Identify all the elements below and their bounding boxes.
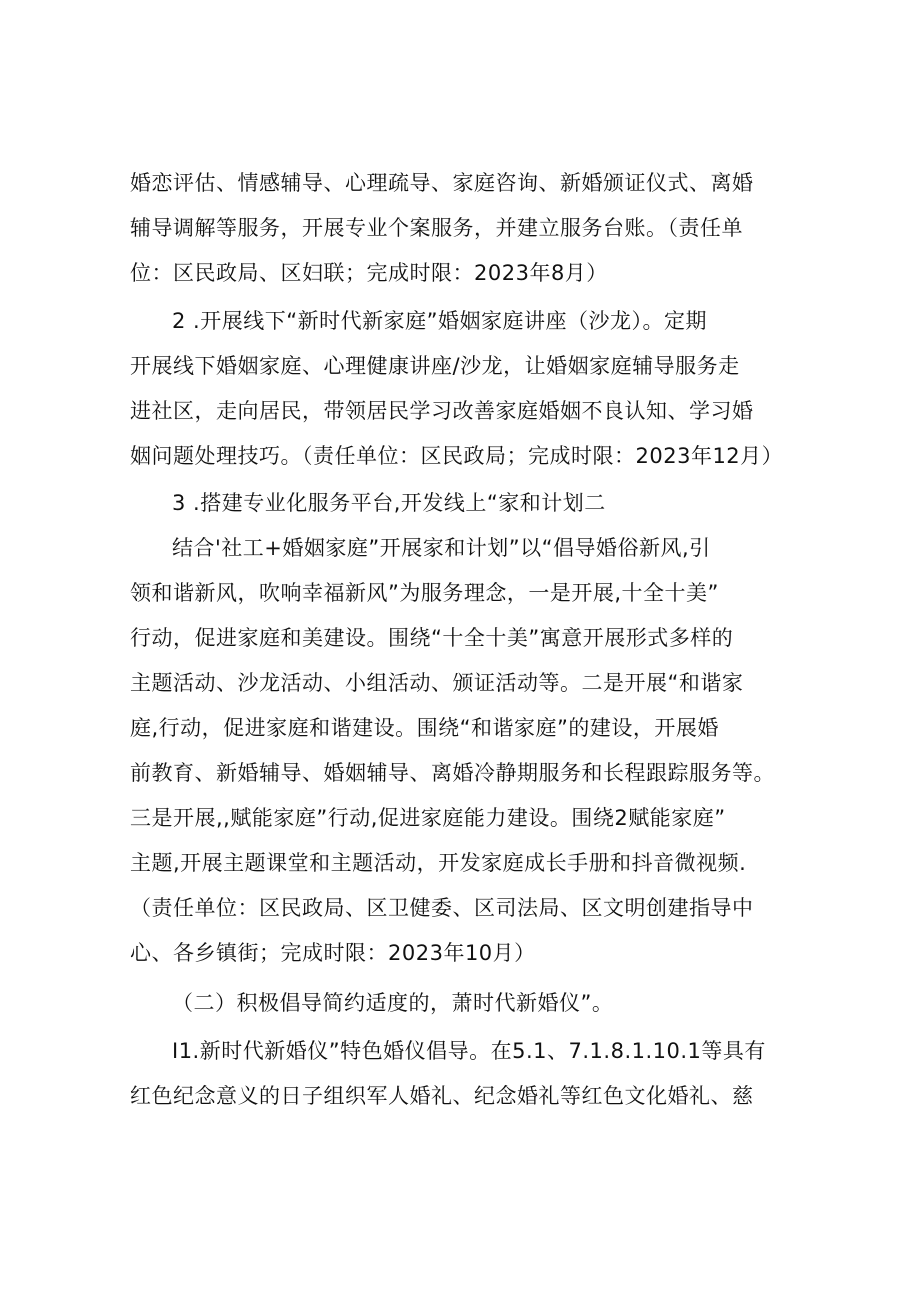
text-line: 红色纪念意义的日子组织军人婚礼、纪念婚礼等红色文化婚礼、慈 (130, 1084, 754, 1108)
text-line: 前教育、新婚辅导、婚姻辅导、离婚冷静期服务和长程跟踪服务等。 (130, 761, 775, 785)
text-line: 行动，促进家庭和美建设。围绕“十全十美”寓意开展形式多样的 (130, 626, 734, 650)
text-line: 位：区民政局、区妇联；完成时限：2023年8月） (130, 261, 608, 285)
text-line: 主题活动、沙龙活动、小组活动、颁证活动等。二是开展“和谐家 (130, 671, 744, 695)
text-line: 结合'社工+婚姻家庭”开展家和计划”以“倡导婚俗新风,引 (172, 536, 711, 560)
text-line: 婚恋评估、情感辅导、心理疏导、家庭咨询、新婚颁证仪式、离婚 (130, 171, 754, 195)
item-1-heading: I1.新时代新婚仪”特色婚仪倡导。在5.1、7.1.8.1.10.1等具有 (172, 1039, 766, 1063)
text-line: 庭,行动，促进家庭和谐建设。围绕“和谐家庭”的建设，开展婚 (130, 716, 719, 740)
text-line: 姻问题处理技巧。（责任单位：区民政局；完成时限：2023年12月） (130, 444, 784, 468)
item-2-heading: 2 .开展线下“新时代新家庭”婚姻家庭讲座（沙龙）。定期 (172, 309, 707, 333)
section-2-heading: （二）积极倡导简约适度的，萧时代新婚仪”。 (172, 991, 614, 1015)
text-line: （责任单位：区民政局、区卫健委、区司法局、区文明创建指导中 (130, 896, 754, 920)
text-line: 进社区，走向居民，带领居民学习改善家庭婚姻不良认知、学习婚 (130, 399, 754, 423)
text-line: 辅导调解等服务，开展专业个案服务，并建立服务台账。（责任单 (130, 216, 743, 240)
item-3-heading: 3 .搭建专业化服务平台,开发线上“家和计划二 (172, 491, 606, 515)
text-line: 三是开展,,赋能家庭”行动,促进家庭能力建设。围绕2赋能家庭” (130, 806, 726, 830)
text-line: 领和谐新风，吹响幸福新风”为服务理念，一是开展,十全十美” (130, 581, 719, 605)
text-line: 主题,开展主题课堂和主题活动，开发家庭成长手册和抖音微视频. (130, 851, 747, 875)
text-line: 心、各乡镇街；完成时限：2023年10月） (130, 941, 536, 965)
text-line: 开展线下婚姻家庭、心理健康讲座/沙龙，让婚姻家庭辅导服务走 (130, 354, 740, 378)
